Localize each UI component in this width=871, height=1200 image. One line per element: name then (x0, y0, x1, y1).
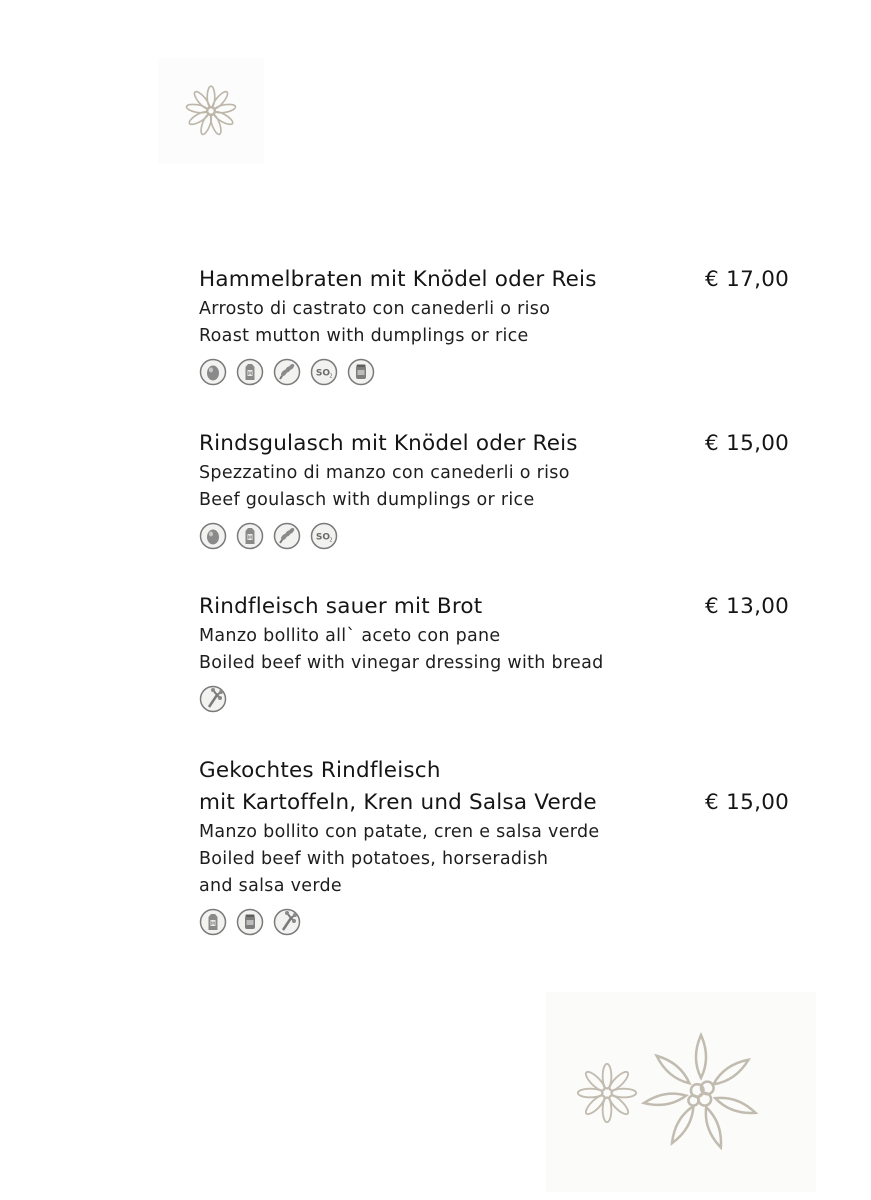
decoration-top (158, 58, 264, 164)
svg-text:M: M (248, 372, 252, 377)
svg-text:2: 2 (329, 537, 333, 544)
dish-price: € 17,00 (705, 267, 790, 292)
dish-description-english: Boiled beef with vinegar dressing with bread (199, 653, 604, 673)
sulphite-icon (310, 522, 338, 550)
decoration-bottom (546, 992, 816, 1192)
dish-description-english: Beef goulasch with dumplings or rice (199, 490, 535, 510)
edelweiss-icon (184, 84, 238, 138)
allergen-list (199, 685, 799, 713)
milk-icon (236, 358, 264, 386)
egg-icon (199, 522, 227, 550)
dish-description-english: Boiled beef with potatoes, horseradish (199, 849, 549, 869)
sulphite-icon (310, 358, 338, 386)
dish-description-italian: Manzo bollito con patate, cren e salsa verde (199, 822, 600, 842)
mustard-icon (236, 908, 264, 936)
svg-text:M: M (248, 536, 252, 541)
celery-icon (273, 908, 301, 936)
svg-text:SO: SO (315, 368, 331, 379)
gluten-icon (273, 358, 301, 386)
dish-description-italian: Arrosto di castrato con canederli o riso (199, 299, 551, 319)
mustard-icon (347, 358, 375, 386)
edelweiss-icon (576, 1062, 638, 1124)
allergen-list (199, 358, 799, 386)
dish-name-continued: mit Kartoffeln, Kren und Salsa Verde (199, 790, 597, 815)
svg-text:2: 2 (329, 373, 333, 380)
gluten-icon (273, 522, 301, 550)
dish-name: Rindsgulasch mit Knödel oder Reis (199, 431, 578, 456)
svg-text:SO: SO (315, 532, 331, 543)
dish-price: € 15,00 (705, 790, 790, 815)
dish-description-italian: Manzo bollito all` aceto con pane (199, 626, 501, 646)
dish-price: € 15,00 (705, 431, 790, 456)
dish-name: Gekochtes Rindfleisch (199, 758, 441, 783)
allergen-list (199, 908, 799, 936)
dish-price: € 13,00 (705, 594, 790, 619)
dish-name: Rindfleisch sauer mit Brot (199, 594, 483, 619)
allergen-list (199, 522, 799, 550)
milk-icon (199, 908, 227, 936)
dish-name: Hammelbraten mit Knödel oder Reis (199, 267, 597, 292)
celery-icon (199, 685, 227, 713)
edelweiss-icon (638, 1030, 764, 1156)
dish-description-english-continued: and salsa verde (199, 876, 342, 896)
menu-item (199, 755, 799, 936)
dish-description-italian: Spezzatino di manzo con canederli o riso (199, 463, 570, 483)
svg-text:M: M (211, 922, 215, 927)
egg-icon (199, 358, 227, 386)
dish-description-english: Roast mutton with dumplings or rice (199, 326, 529, 346)
milk-icon (236, 522, 264, 550)
